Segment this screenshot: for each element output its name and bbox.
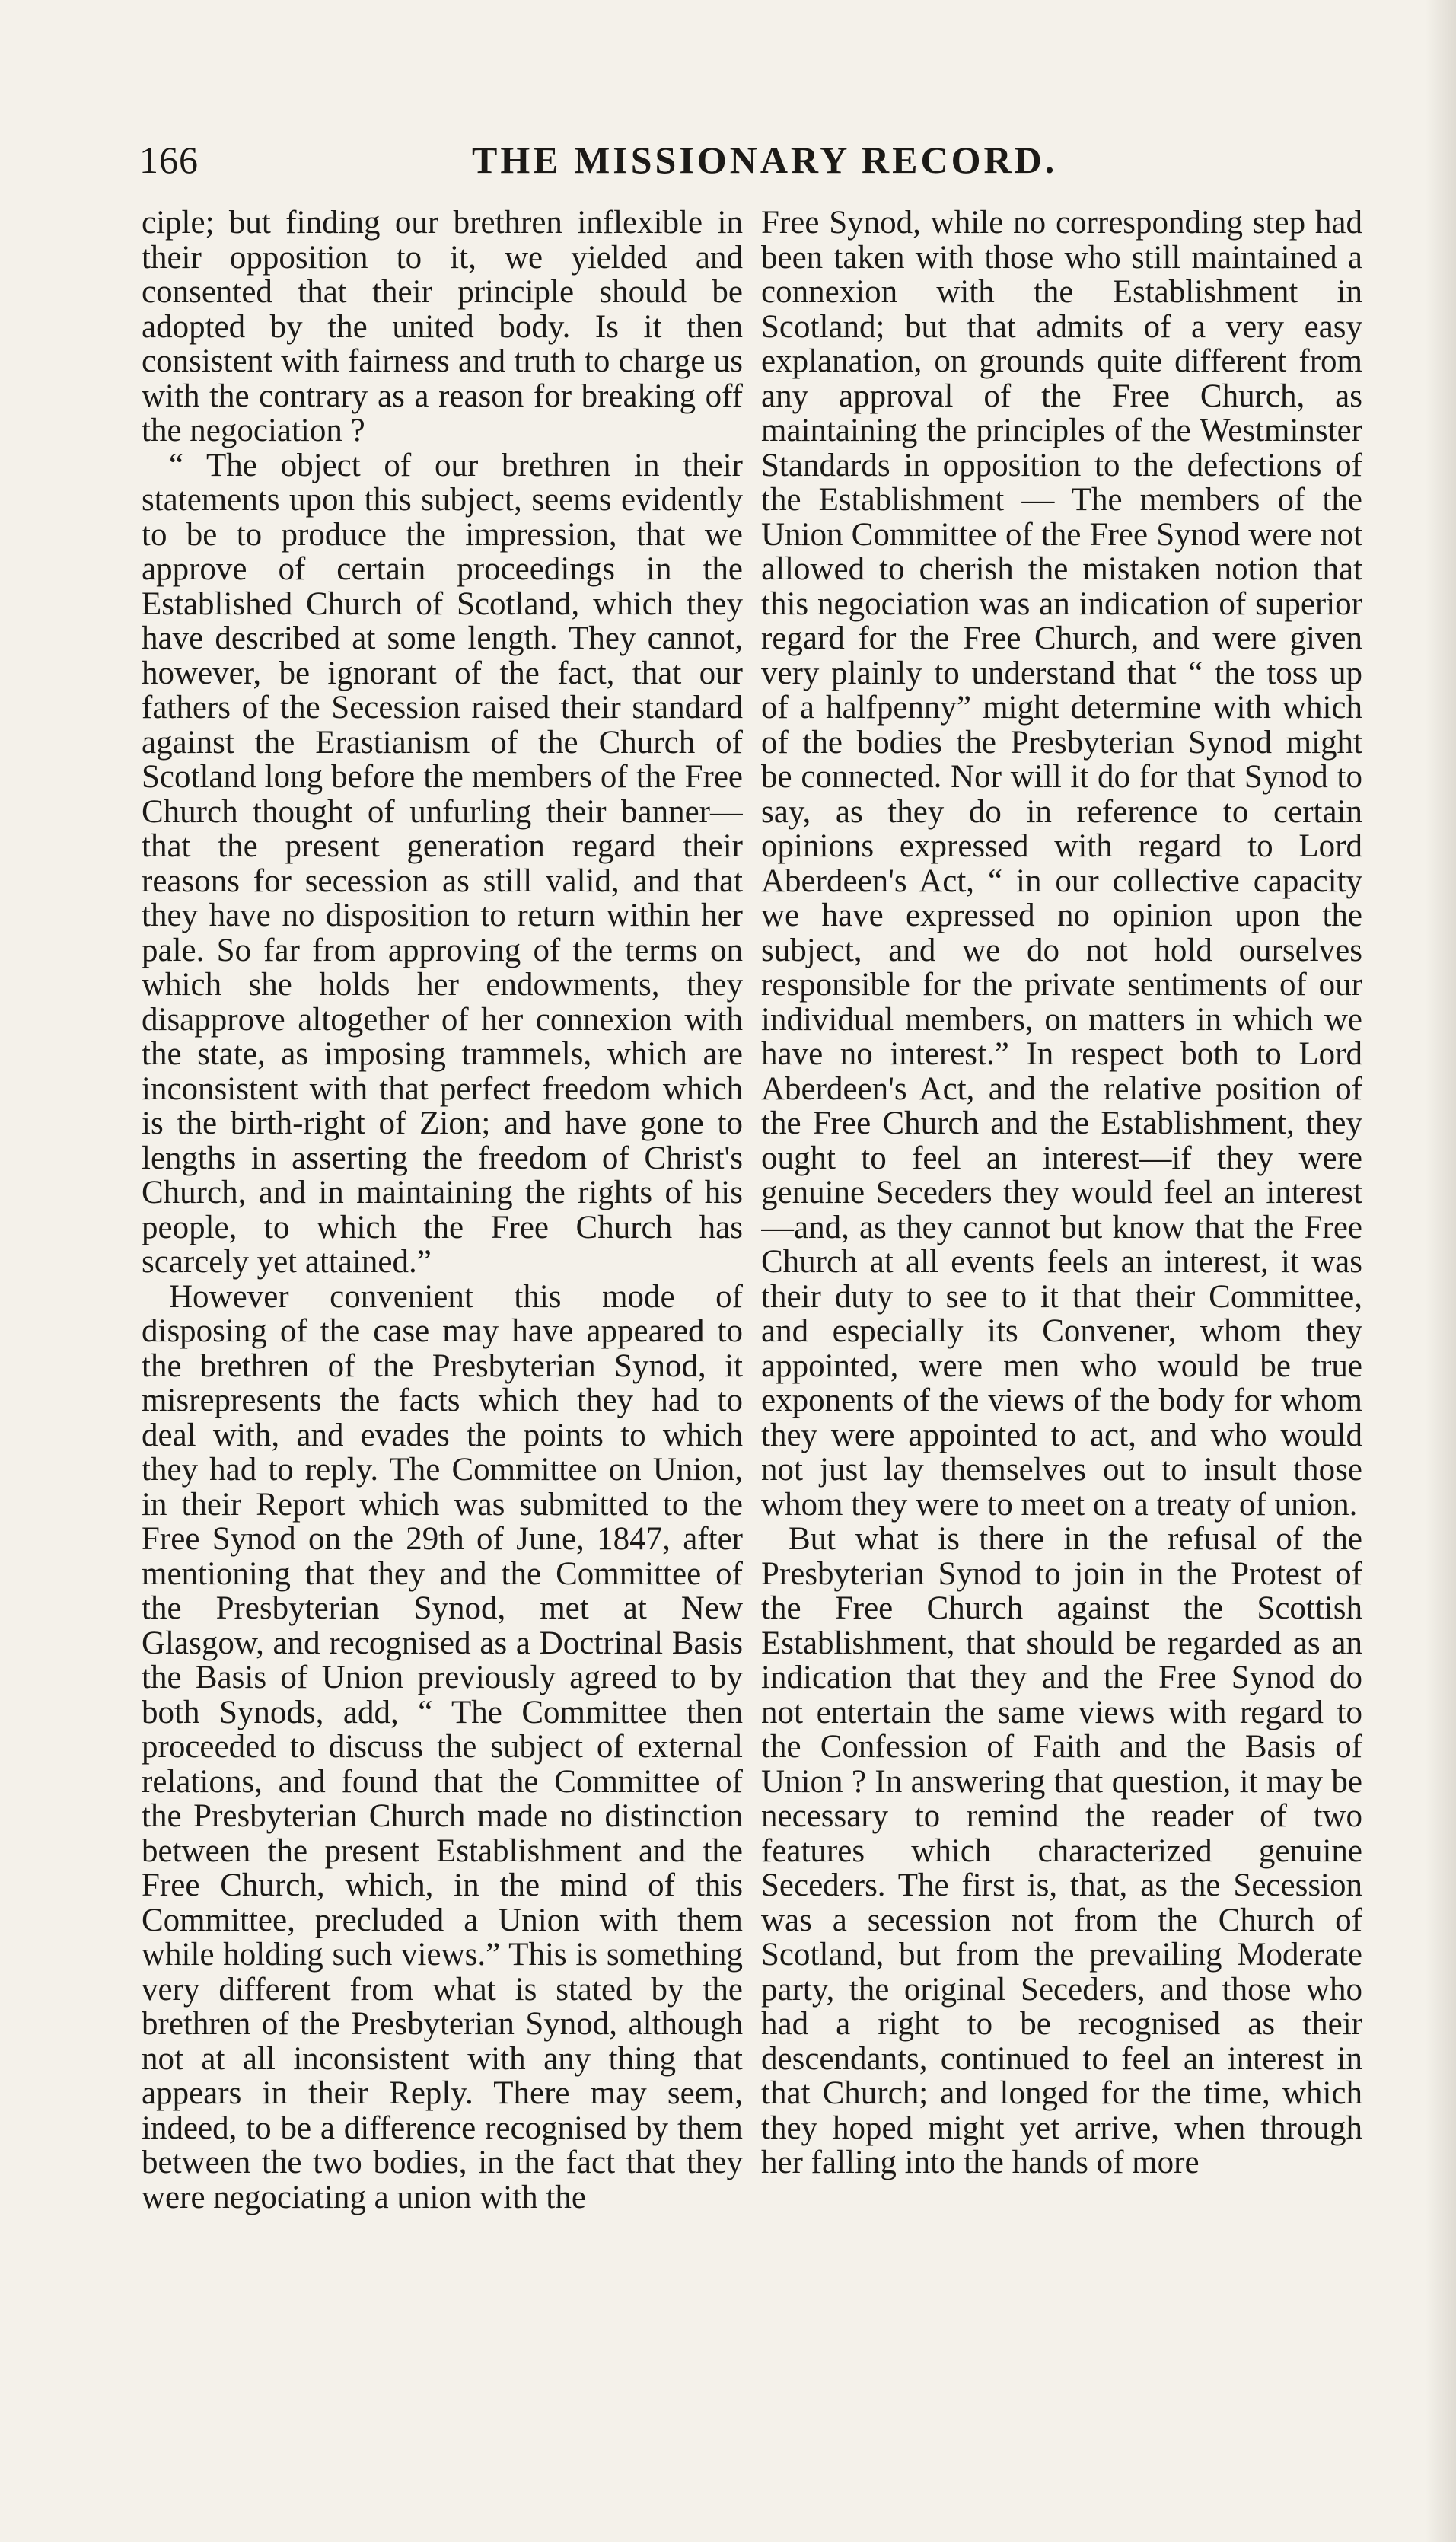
page-number: 166 [139, 139, 199, 181]
right-column [761, 206, 1362, 2482]
page-edge-shadow [1426, 0, 1456, 2542]
running-title: THE MISSIONARY RECORD. [472, 139, 1058, 181]
right-paragraph-1: Free Synod, while no corresponding step had been taken with those who still maintained a connexion with the Establishment in Scotland; but that admits of a very easy explanation, on grounds quite different from any approval of the Free Church, as maintaining the principles of the Westminster Standards in opposition to the defections of the Establishment — The members of the Union Committee of the Free Synod were not allowed to cherish the mistaken notion that this negociation was an indication of superior regard for the Free Church, and were given very plainly to understand that “ the toss up of a halfpenny” might determine with which of the bodies the Presbyterian Synod might be connected. Nor will it do for that Synod to say, as they do in reference to certain opinions expressed with regard to Lord Aberdeen's Act, “ in our collective capacity we have expressed no opinion upon the subject, and we do not hold ourselves responsible for the private sentiments of our individual members, on matters in which we have no interest.” In respect both to Lord Aberdeen's Act, and the relative position of the Free Church and the Establishment, they ought to feel an interest—if they were genuine Seceders they would feel an interest—and, as they cannot but know that the Free Church at all events feels an interest, it was their duty to see to it that their Committee, and especially its Convener, whom they appointed, were men who would be true exponents of the views of the body for whom they were appointed to act, and who would not just lay themselves out to insult those whom they were to meet on a treaty of union. [761, 206, 1362, 1523]
right-paragraph-2: But what is there in the refusal of the Presbyterian Synod to join in the Protest of the Free Church against the Scottish Establishment, that should be regarded as an indication that they and the Free Synod do not entertain the same views with regard to the Confession of Faith and the Basis of Union ? In answering that question, it may be necessary to remind the reader of two features which characterized genuine Seceders. The first is, that, as the Secession was a secession not from the Church of Scotland, but from the prevailing Moderate party, the original Seceders, and those who had a right to be recognised as their descendants, continued to feel an interest in that Church; and longed for the time, which they hoped might yet arrive, when through her falling into the hands of more [761, 1521, 1362, 2180]
left-column [142, 206, 743, 2482]
left-paragraph-1: ciple; but finding our brethren inflexible in their opposition to it, we yielded and consented that their principle should be adopted by the united body. Is it then consistent with fairness and truth to charge us with the contrary as a reason for breaking off the negociation ? [142, 206, 743, 448]
left-paragraph-2: “ The object of our brethren in their statements upon this subject, seems evidently to be to produce the impression, that we approve of certain proceedings in the Established Church of Scotland, which they have described at some length. They cannot, however, be ignorant of the fact, that our fathers of the Secession raised their standard against the Erastianism of the Church of Scotland long before the members of the Free Church thought of unfurling their banner—that the present generation regard their reasons for secession as still valid, and that they have no disposition to return within her pale. So far from approving of the terms on which she holds her endowments, they disapprove altogether of her connexion with the state, as imposing trammels, which are inconsistent with that perfect freedom which is the birth-right of Zion; and have gone to lengths in asserting the freedom of Christ's Church, and in maintaining the rights of his people, to which the Free Church has scarcely yet attained.” [142, 447, 743, 1280]
left-paragraph-3: However convenient this mode of disposing of the case may have appeared to the brethren of the Presbyterian Synod, it misrepresents the facts which they had to deal with, and evades the points to which they had to reply. The Committee on Union, in their Report which was submitted to the Free Synod on the 29th of June, 1847, after mentioning that they and the Committee of the Presbyterian Synod, met at New Glasgow, and recognised as a Doctrinal Basis the Basis of Union previously agreed to by both Synods, add, “ The Committee then proceeded to discuss the subject of external relations, and found that the Committee of the Presbyterian Church made no distinction between the present Establishment and the Free Church, which, in the mind of this Committee, precluded a Union with them while holding such views.” This is something very different from what is stated by the brethren of the Presbyterian Synod, although not at all inconsistent with any thing that appears in their Reply. There may seem, indeed, to be a difference recognised by them between the two bodies, in the fact that they were negociating a union with the [142, 1278, 743, 2215]
